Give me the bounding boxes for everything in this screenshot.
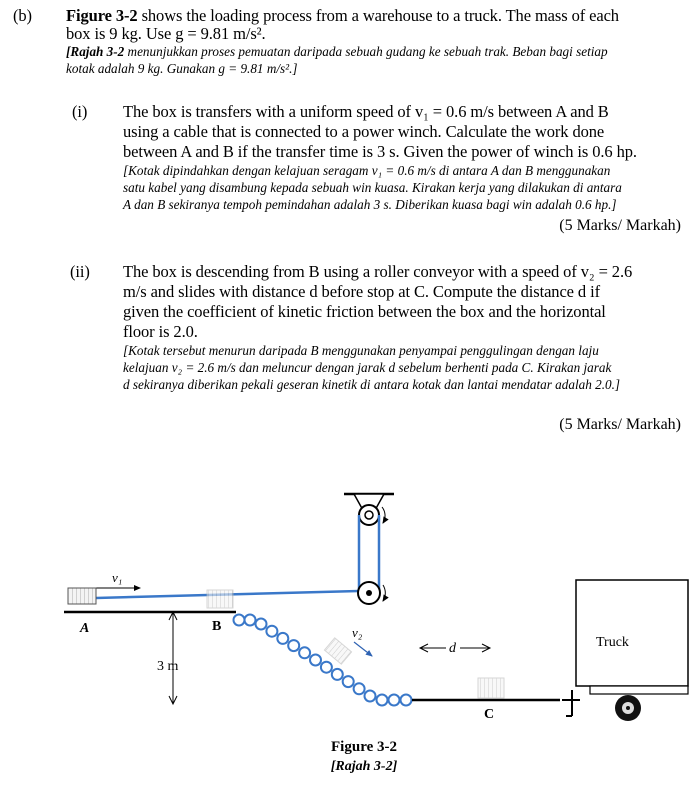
conveyor-roller (245, 615, 256, 626)
conveyor-roller (377, 695, 388, 706)
conveyor-roller (332, 669, 343, 680)
upper-pulley-icon (359, 505, 385, 525)
conveyor-roller (299, 647, 310, 658)
conveyor-roller (321, 662, 332, 673)
part-i-malay-2: satu kabel yang disambung kepada sebuah win kuasa. Kirakan kerja yang dilakukan di antara (123, 180, 622, 195)
winch-drum-icon (358, 582, 385, 604)
part-ii-malay-3: d sekiranya diberikan pekali geseran kinetik di antara kotak dan lantai mendatar adalah 2.0.] (123, 377, 621, 392)
part-ii-malay-1: [Kotak tersebut menurun daripada B menggunakan penyampai penggulingan dengan laju (123, 343, 599, 358)
box-at-c (478, 678, 504, 698)
figure-caption-malay: [Rajah 3-2] (330, 759, 398, 774)
part-ii-malay-2: kelajuan v₂ = 2.6 m/s dan meluncur dengan jarak d sebelum berhenti pada C. Kirakan jarak (123, 360, 612, 375)
winch-cable (96, 515, 379, 598)
part-ii-line-1: The box is descending from B using a roller conveyor with a speed of v₂ = 2.6 (123, 262, 633, 281)
figure-caption: Figure 3-2 (331, 739, 397, 755)
conveyor-roller (277, 633, 288, 644)
part-i-malay-3: A dan B sekiranya tempoh pemindahan adalah 3 s. Diberikan kuasa bagi win adalah 0.6 hp.] (123, 197, 617, 212)
part-ii-line-2: m/s and slides with distance d before stop at C. Compute the distance d if (123, 282, 600, 301)
part-ii-line-3: given the coefficient of kinetic friction between the box and the horizontal (123, 302, 606, 321)
conveyor-roller (389, 695, 400, 706)
part-b-malay-1-text: menunjukkan proses pemuatan daripada sebuah gudang ke sebuah trak. Beban bagi setiap (124, 44, 608, 59)
part-b-line-1-text: shows the loading process from a warehouse to a truck. The mass of each (137, 6, 619, 25)
part-i-line-1: The box is transfers with a uniform speed of v₁ = 0.6 m/s between A and B (123, 102, 609, 121)
part-ii-label: (ii) (70, 262, 90, 281)
conveyor-roller (401, 695, 412, 706)
part-i-marks: (5 Marks/ Markah) (559, 217, 681, 234)
label-c: C (484, 707, 495, 722)
label-truck: Truck (596, 635, 629, 650)
label-d: d (449, 641, 456, 656)
part-b-label: (b) (13, 6, 32, 25)
conveyor-roller (256, 619, 267, 630)
label-a: A (80, 621, 90, 636)
label-v2: v₂ (352, 625, 363, 640)
part-b-line-2: box is 9 kg. Use g = 9.81 m/s². (66, 24, 266, 43)
part-i-label: (i) (72, 102, 88, 121)
conveyor-roller (310, 655, 321, 666)
truck-icon (562, 580, 688, 721)
conveyor-roller (365, 691, 376, 702)
height-dimension (169, 612, 177, 704)
part-b-malay-2: kotak adalah 9 kg. Gunakan g = 9.81 m/s².] (66, 61, 298, 76)
part-i-line-2: using a cable that is connected to a power winch. Calculate the work done (123, 122, 605, 141)
label-v1: v₁ (112, 570, 123, 585)
conveyor-roller (266, 626, 277, 637)
figure-ref: Figure 3-2 (66, 6, 138, 25)
figure-ref-malay: [Rajah 3-2 (66, 44, 125, 59)
conveyor-roller (354, 683, 365, 694)
part-ii-line-4: floor is 2.0. (123, 322, 198, 341)
label-height: 3 m (157, 659, 179, 674)
box-at-b (207, 590, 233, 608)
part-i-line-3: between A and B if the transfer time is 3 s. Given the power of winch is 0.6 hp. (123, 142, 637, 161)
roller-conveyor (234, 615, 412, 706)
part-i-malay-1: [Kotak dipindahkan dengan kelajuan seragam v₁ = 0.6 m/s di antara A dan B menggunakan (123, 163, 611, 178)
box-at-a (68, 588, 96, 604)
conveyor-roller (343, 676, 354, 687)
conveyor-roller (288, 640, 299, 651)
label-b: B (212, 619, 222, 634)
v2-arrow (354, 642, 372, 656)
box-on-conveyor (324, 638, 351, 664)
conveyor-roller (234, 615, 245, 626)
part-ii-marks: (5 Marks/ Markah) (559, 416, 681, 433)
